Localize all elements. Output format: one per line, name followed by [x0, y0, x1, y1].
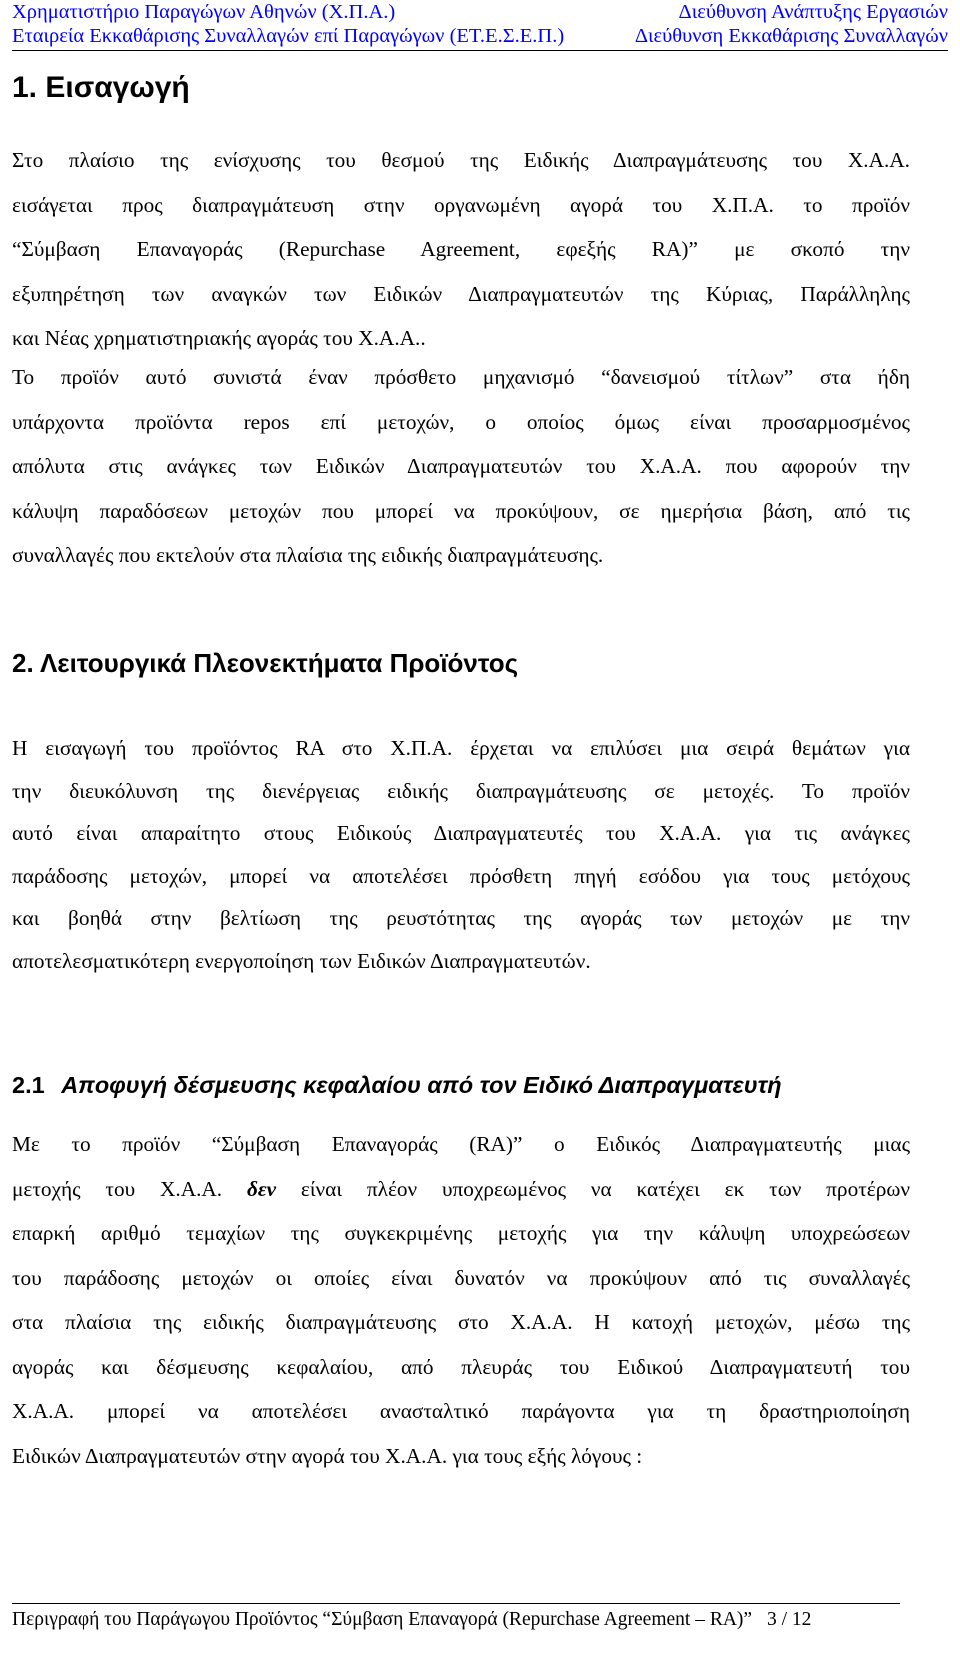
footer-document-title: Περιγραφή του Παράγωγου Προϊόντος “Σύμβαση Επαναγορά (Repurchase Agreement – RA)” [12, 1609, 753, 1630]
paragraph-line: Στο πλαίσιο της ενίσχυσης του θεσμού της Ειδικής Διαπραγμάτευσης του Χ.Α.Α. [12, 148, 910, 172]
footer-page-number: 3 / 12 [766, 1609, 812, 1630]
paragraph-segment: μετοχής του Χ.Α.Α. [12, 1176, 247, 1201]
paragraph-line: του παράδοσης μετοχών οι οποίες είναι δυνατόν να προκύψουν από τις συναλλαγές [12, 1265, 910, 1290]
section-1-paragraph-2 [12, 355, 910, 578]
paragraph-line: επαρκή αριθμό τεμαχίων της συγκεκριμένης μετοχής για την κάλυψη υποχρεώσεων [12, 1221, 910, 1245]
paragraph-line: Το προϊόν αυτό συνιστά έναν πρόσθετο μηχανισμό “δανεισμού τίτλων” στα ήδη [12, 365, 910, 389]
paragraph-line: αυτό είναι απαραίτητο στους Ειδικούς Διαπραγματευτές του Χ.Α.Α. για τις ανάγκες [12, 821, 910, 846]
header-row-1 [12, 0, 948, 24]
page-footer [12, 1608, 811, 1632]
paragraph-line: συναλλαγές που εκτελούν στα πλαίσια της ειδικής διαπραγμάτευσης. [12, 543, 604, 568]
header-department: Διεύθυνση Ανάπτυξης Εργασιών [678, 1, 948, 23]
page-header [12, 0, 948, 48]
section-2-1-heading [12, 1070, 782, 1100]
header-row-2 [12, 24, 948, 48]
section-2-1-paragraph [12, 1122, 910, 1478]
header-divider [12, 50, 948, 51]
footer-divider [12, 1603, 900, 1604]
section-2-1-number: 2.1 [12, 1072, 45, 1098]
section-1-paragraph-1 [12, 138, 910, 361]
paragraph-line: αποτελεσματικότερη ενεργοποίηση των Ειδικών Διαπραγματευτών. [12, 948, 591, 973]
section-2-paragraph [12, 727, 910, 983]
header-organization: Χρηματιστήριο Παραγώγων Αθηνών (Χ.Π.Α.) [12, 1, 396, 23]
paragraph-line: κάλυψη παραδόσεων μετοχών που μπορεί να προκύψουν, σε ημερήσια βάση, από τις [12, 498, 910, 523]
paragraph-line: και Νέας χρηματιστηριακής αγοράς του Χ.Α.Α.. [12, 326, 426, 351]
paragraph-line: Χ.Α.Α. μπορεί να αποτελέσει ανασταλτικό παράγοντα για τη δραστηριοποίηση [12, 1399, 910, 1423]
paragraph-segment: είναι πλέον υποχρεωμένος να κατέχει εκ των προτέρων [276, 1176, 910, 1201]
paragraph-line: Ειδικών Διαπραγματευτών στην αγορά του Χ.Α.Α. για τους εξής λόγους : [12, 1443, 643, 1468]
paragraph-line: στα πλαίσια της ειδικής διαπραγμάτευσης στο Χ.Α.Α. Η κατοχή μετοχών, μέσω της [12, 1310, 910, 1334]
emphasis-text: δεν [246, 1176, 277, 1201]
section-1-heading: 1. Εισαγωγή [12, 71, 190, 104]
paragraph-line: Η εισαγωγή του προϊόντος RA στο Χ.Π.Α. έρχεται να επιλύσει μια σειρά θεμάτων για [12, 736, 910, 760]
header-clearing-department: Διεύθυνση Εκκαθάρισης Συναλλαγών [634, 25, 948, 47]
paragraph-line: εξυπηρέτηση των αναγκών των Ειδικών Διαπραγματευτών της Κύριας, Παράλληλης [12, 281, 910, 306]
paragraph-line: την διευκόλυνση της διενέργειας ειδικής διαπραγμάτευσης σε μετοχές. Το προϊόν [12, 778, 910, 803]
section-2-1-title: Αποφυγή δέσμευσης κεφαλαίου από τον Ειδικό Διαπραγματευτή [61, 1072, 782, 1098]
paragraph-line: και βοηθά στην βελτίωση της ρευστότητας της αγοράς των μετοχών με την [12, 906, 910, 931]
paragraph-line [12, 1167, 910, 1212]
section-2-heading: 2. Λειτουργικά Πλεονεκτήματα Προϊόντος [12, 648, 519, 678]
paragraph-line: υπάρχοντα προϊόντα repos επί μετοχών, ο οποίος όμως είναι προσαρμοσμένος [12, 409, 910, 434]
paragraph-line: Με το προϊόν “Σύμβαση Επαναγοράς (RA)” ο Ειδικός Διαπραγματευτής μιας [12, 1132, 910, 1156]
paragraph-line: αγοράς και δέσμευσης κεφαλαίου, από πλευράς του Ειδικού Διαπραγματευτή του [12, 1354, 910, 1379]
paragraph-line: απόλυτα στις ανάγκες των Ειδικών Διαπραγματευτών του Χ.Α.Α. που αφορούν την [12, 454, 910, 479]
header-clearing-company: Εταιρεία Εκκαθάρισης Συναλλαγών επί Παραγώγων (ΕΤ.Ε.Σ.Ε.Π.) [12, 25, 565, 47]
paragraph-line: εισάγεται προς διαπραγμάτευση στην οργανωμένη αγορά του Χ.Π.Α. το προϊόν [12, 192, 910, 217]
paragraph-line: παράδοσης μετοχών, μπορεί να αποτελέσει πρόσθετη πηγή εσόδου για τους μετόχους [12, 863, 910, 888]
paragraph-line: “Σύμβαση Επαναγοράς (Repurchase Agreement, εφεξής RA)” με σκοπό την [12, 237, 910, 262]
